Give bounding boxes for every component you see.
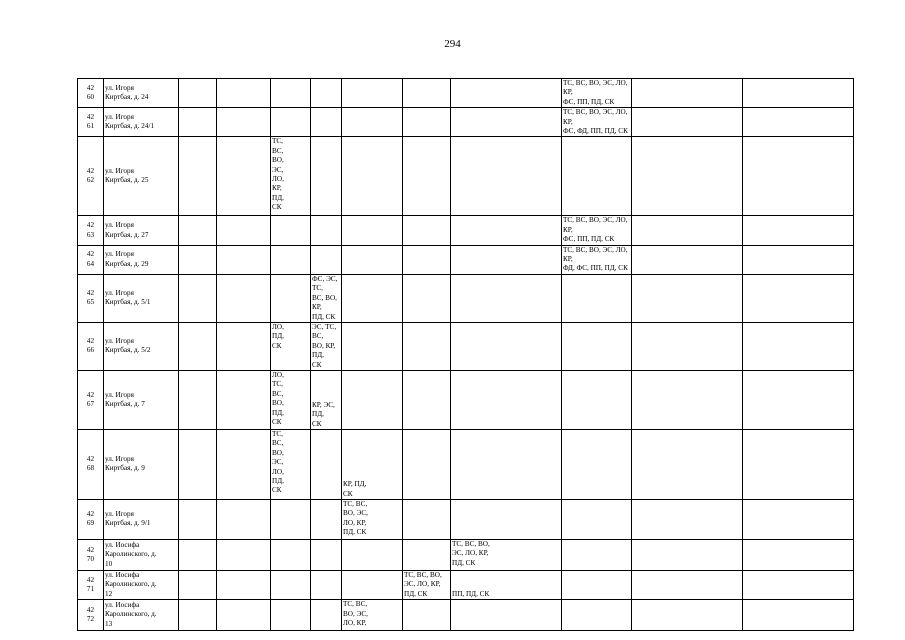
row-number: 42 60	[86, 83, 95, 102]
address-text: ул. Иосифа Каролинского, д. 12	[105, 570, 157, 598]
work-types-text: ТС, ВС, ВО, ЭС, ЛО, КР, ФС, ПП, ПД, СК	[563, 79, 628, 106]
work-types-cell	[311, 137, 342, 216]
row-number: 42 63	[86, 221, 95, 239]
row-number-cell	[78, 274, 104, 322]
work-types-cell	[342, 274, 403, 322]
work-types-cell	[743, 539, 854, 570]
table-body	[78, 79, 854, 631]
work-types-cell	[562, 137, 632, 216]
work-types-text: ТС, ВС, ВО, ЭС, ЛО, КР,	[343, 600, 368, 627]
work-types-cell	[342, 600, 403, 631]
address-cell	[104, 370, 179, 429]
work-types-cell	[179, 539, 217, 570]
work-types-cell	[342, 570, 403, 599]
work-types-cell	[451, 322, 562, 370]
row-number-cell	[78, 245, 104, 274]
work-types-cell	[451, 600, 562, 631]
row-number: 42 71	[86, 575, 95, 594]
row-number: 42 65	[86, 288, 95, 307]
work-types-cell	[632, 322, 743, 370]
work-types-cell	[217, 108, 271, 137]
work-types-text: ТС, ВС, ВО, ЭС, ЛО, КР, ПД, СК	[272, 137, 284, 212]
work-types-cell	[403, 322, 451, 370]
work-types-cell	[179, 570, 217, 599]
table-row	[78, 274, 854, 322]
work-types-text: ТС, ВС, ВО, ЭС, ЛО, КР, ПД, СК	[343, 499, 368, 537]
work-types-cell	[271, 274, 311, 322]
address-cell	[104, 570, 179, 599]
work-types-cell	[632, 108, 743, 137]
work-types-text: КР, ЭС, ПД, СК	[312, 400, 335, 428]
row-number-cell	[78, 499, 104, 539]
row-number: 42 67	[86, 390, 95, 408]
work-types-cell	[311, 539, 342, 570]
address-text: ул. Иосифа Каролинского, д. 10	[105, 540, 157, 568]
work-types-text: ТС, ВС, ВО, ЭС, ЛО, КР, ФД, ФС, ПП, ПД, СК	[563, 245, 628, 273]
address-cell	[104, 539, 179, 570]
row-number-cell	[78, 137, 104, 216]
work-types-cell	[342, 79, 403, 108]
work-types-cell	[743, 216, 854, 245]
work-types-cell	[403, 137, 451, 216]
work-types-cell	[311, 600, 342, 631]
address-text: ул. Игоря Киртбая, д. 24/1	[105, 112, 155, 131]
work-types-cell	[342, 216, 403, 245]
work-types-cell	[271, 137, 311, 216]
work-types-cell	[179, 274, 217, 322]
work-types-cell	[342, 137, 403, 216]
address-text: ул. Иосифа Каролинского, д. 13	[105, 601, 157, 628]
work-types-cell	[632, 600, 743, 631]
table-row	[78, 600, 854, 631]
address-text: ул. Игоря Киртбая, д. 24	[105, 83, 149, 102]
work-types-cell	[632, 539, 743, 570]
work-types-cell	[217, 274, 271, 322]
work-types-cell	[179, 322, 217, 370]
work-types-cell	[311, 245, 342, 274]
work-types-cell	[632, 245, 743, 274]
work-types-cell	[271, 245, 311, 274]
work-types-cell	[562, 216, 632, 245]
work-types-cell	[342, 322, 403, 370]
work-types-cell	[179, 499, 217, 539]
work-types-cell	[632, 370, 743, 429]
work-types-cell	[403, 108, 451, 137]
work-types-cell	[632, 570, 743, 599]
work-types-text: КР, ПД, СК	[343, 480, 367, 498]
works-table	[77, 78, 854, 631]
address-cell	[104, 274, 179, 322]
address-cell	[104, 79, 179, 108]
table-row	[78, 137, 854, 216]
work-types-cell	[562, 108, 632, 137]
work-types-cell	[451, 499, 562, 539]
row-number-cell	[78, 570, 104, 599]
work-types-cell	[217, 322, 271, 370]
work-types-cell	[311, 274, 342, 322]
work-types-cell	[451, 429, 562, 499]
row-number-cell	[78, 539, 104, 570]
work-types-cell	[311, 79, 342, 108]
address-cell	[104, 216, 179, 245]
work-types-text: ТС, ВС, ВО, ЭС, ЛО, КР, ФС, ФД, ПП, ПД, СК	[563, 108, 628, 136]
work-types-cell	[562, 499, 632, 539]
work-types-cell	[743, 137, 854, 216]
work-types-cell	[271, 539, 311, 570]
work-types-cell	[743, 322, 854, 370]
address-cell	[104, 137, 179, 216]
work-types-cell	[451, 216, 562, 245]
work-types-cell	[179, 137, 217, 216]
work-types-cell	[451, 137, 562, 216]
work-types-cell	[632, 274, 743, 322]
work-types-text: ПП, ПД, СК	[452, 589, 490, 598]
work-types-cell	[451, 539, 562, 570]
work-types-cell	[562, 322, 632, 370]
row-number-cell	[78, 216, 104, 245]
work-types-cell	[403, 216, 451, 245]
work-types-cell	[271, 429, 311, 499]
work-types-cell	[271, 322, 311, 370]
work-types-cell	[217, 499, 271, 539]
work-types-cell	[562, 600, 632, 631]
work-types-cell	[179, 108, 217, 137]
table-row	[78, 79, 854, 108]
work-types-cell	[271, 79, 311, 108]
address-text: ул. Игоря Киртбая, д. 9	[105, 455, 145, 473]
address-text: ул. Игоря Киртбая, д. 25	[105, 167, 149, 185]
table-row	[78, 499, 854, 539]
work-types-cell	[451, 108, 562, 137]
work-types-cell	[743, 570, 854, 599]
work-types-cell	[632, 429, 743, 499]
table-row	[78, 108, 854, 137]
row-number-cell	[78, 370, 104, 429]
work-types-cell	[743, 274, 854, 322]
row-number-cell	[78, 108, 104, 137]
work-types-cell	[562, 370, 632, 429]
work-types-cell	[451, 274, 562, 322]
work-types-cell	[743, 600, 854, 631]
work-types-cell	[342, 429, 403, 499]
row-number: 42 70	[86, 545, 95, 563]
work-types-cell	[632, 137, 743, 216]
work-types-cell	[403, 370, 451, 429]
work-types-cell	[632, 499, 743, 539]
work-types-cell	[179, 216, 217, 245]
work-types-cell	[217, 539, 271, 570]
work-types-cell	[179, 79, 217, 108]
work-types-cell	[562, 570, 632, 599]
address-cell	[104, 600, 179, 631]
work-types-cell	[403, 600, 451, 631]
work-types-cell	[562, 79, 632, 108]
work-types-cell	[451, 570, 562, 599]
page-number: 294	[444, 38, 461, 50]
work-types-text: ЛО, ТС, ВС, ВО, ПД, СК	[272, 370, 284, 426]
address-cell	[104, 499, 179, 539]
work-types-cell	[217, 429, 271, 499]
address-text: ул. Игоря Киртбая, д. 9/1	[105, 510, 151, 528]
work-types-cell	[179, 429, 217, 499]
work-types-cell	[342, 370, 403, 429]
work-types-cell	[311, 370, 342, 429]
work-types-cell	[179, 245, 217, 274]
work-types-cell	[217, 216, 271, 245]
work-types-text: ЛО, ПД, СК	[272, 322, 284, 350]
work-types-cell	[403, 539, 451, 570]
work-types-cell	[743, 499, 854, 539]
work-types-text: ФС, ЭС, ТС, ВС, ВО, КР, ПД, СК	[312, 274, 338, 321]
address-text: ул. Игоря Киртбая, д. 27	[105, 221, 149, 239]
row-number: 42 72	[86, 605, 95, 624]
address-cell	[104, 429, 179, 499]
address-text: ул. Игоря Киртбая, д. 5/2	[105, 337, 151, 355]
work-types-cell	[217, 79, 271, 108]
work-types-cell	[179, 600, 217, 631]
work-types-cell	[311, 108, 342, 137]
work-types-cell	[451, 245, 562, 274]
work-types-cell	[179, 370, 217, 429]
work-types-cell	[311, 322, 342, 370]
address-cell	[104, 322, 179, 370]
work-types-text: ТС, ВС, ВО, ЭС, ЛО, КР, ПД, СК	[404, 570, 442, 598]
table-row	[78, 322, 854, 370]
work-types-cell	[451, 79, 562, 108]
work-types-text: ТС, ВС, ВО, ЭС, ЛО, КР, ПД, СК	[452, 539, 490, 567]
work-types-cell	[217, 137, 271, 216]
work-types-cell	[562, 245, 632, 274]
work-types-cell	[403, 499, 451, 539]
work-types-cell	[217, 245, 271, 274]
row-number: 42 68	[86, 455, 95, 473]
row-number-cell	[78, 79, 104, 108]
row-number-cell	[78, 429, 104, 499]
work-types-cell	[743, 429, 854, 499]
work-types-cell	[311, 570, 342, 599]
work-types-cell	[342, 539, 403, 570]
work-types-cell	[403, 429, 451, 499]
table-row	[78, 539, 854, 570]
row-number: 42 66	[86, 337, 95, 355]
work-types-cell	[743, 370, 854, 429]
work-types-cell	[632, 79, 743, 108]
work-types-cell	[562, 539, 632, 570]
work-types-cell	[311, 499, 342, 539]
address-text: ул. Игоря Киртбая, д. 29	[105, 250, 149, 268]
row-number: 42 69	[86, 510, 95, 528]
work-types-cell	[562, 274, 632, 322]
work-types-cell	[271, 108, 311, 137]
work-types-cell	[743, 79, 854, 108]
work-types-cell	[311, 216, 342, 245]
work-types-cell	[217, 370, 271, 429]
row-number-cell	[78, 322, 104, 370]
work-types-cell	[342, 245, 403, 274]
work-types-cell	[217, 600, 271, 631]
table-row	[78, 216, 854, 245]
row-number: 42 62	[86, 167, 95, 185]
work-types-cell	[743, 245, 854, 274]
work-types-cell	[217, 570, 271, 599]
work-types-cell	[403, 274, 451, 322]
work-types-cell	[743, 108, 854, 137]
work-types-cell	[271, 216, 311, 245]
work-types-cell	[632, 216, 743, 245]
address-cell	[104, 245, 179, 274]
row-number: 42 61	[86, 112, 95, 131]
address-text: ул. Игоря Киртбая, д. 5/1	[105, 288, 151, 307]
work-types-cell	[451, 370, 562, 429]
work-types-cell	[342, 108, 403, 137]
work-types-text: ЭС, ТС, ВС, ВО, КР, ПД, СК	[312, 322, 337, 369]
address-text: ул. Игоря Киртбая, д. 7	[105, 390, 145, 408]
work-types-text: ТС, ВС, ВО, ЭС, ЛО, КР, ФС, ПП, ПД, СК	[563, 216, 628, 244]
work-types-cell	[403, 570, 451, 599]
work-types-cell	[403, 245, 451, 274]
work-types-cell	[311, 429, 342, 499]
table-row	[78, 370, 854, 429]
work-types-cell	[342, 499, 403, 539]
work-types-cell	[403, 79, 451, 108]
table-row	[78, 570, 854, 599]
row-number: 42 64	[86, 250, 95, 268]
work-types-text: ТС, ВС, ВО, ЭС, ЛО, ПД, СК	[272, 429, 284, 495]
work-types-cell	[271, 600, 311, 631]
work-types-cell	[271, 570, 311, 599]
work-types-cell	[562, 429, 632, 499]
address-cell	[104, 108, 179, 137]
table-row	[78, 245, 854, 274]
work-types-cell	[271, 499, 311, 539]
table-row	[78, 429, 854, 499]
row-number-cell	[78, 600, 104, 631]
work-types-cell	[271, 370, 311, 429]
